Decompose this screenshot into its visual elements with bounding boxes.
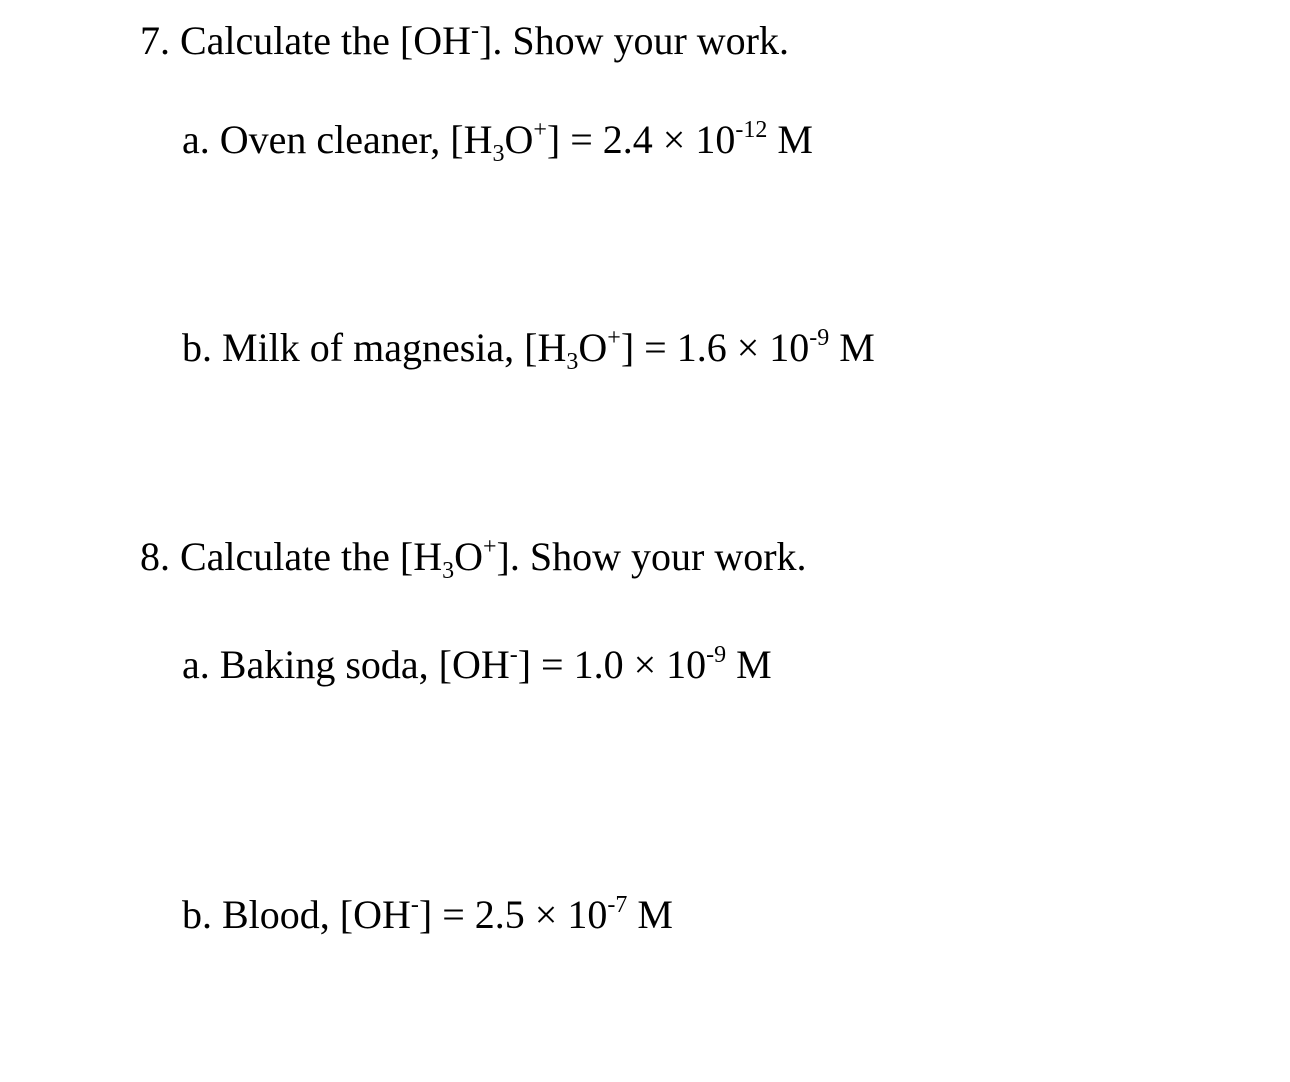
question-7a: a. Oven cleaner, $[H_3O^+] = 2.4 \times 10^{-12}$ M xyxy=(182,117,813,167)
part-letter: a. xyxy=(182,117,210,162)
question-8-heading: 8. Calculate the $[H_3O^+]$. Show your work. xyxy=(140,534,807,584)
question-8b: b. Blood, $[OH^-] = 2.5 \times 10^{-7}$ M xyxy=(182,892,673,937)
part-letter: b. xyxy=(182,892,212,937)
part-letter: b. xyxy=(182,325,212,370)
question-7b: b. Milk of magnesia, $[H_3O^+] = 1.6 \times 10^{-9}$ M xyxy=(182,325,875,375)
question-7-heading: 7. Calculate the [OH-]. Show your work. xyxy=(140,18,789,63)
part-letter: a. xyxy=(182,642,210,687)
question-8a: a. Baking soda, $[OH^-] = 1.0 \times 10^{-9}$ M xyxy=(182,642,772,687)
question-number: 8. xyxy=(140,534,170,579)
question-number: 7. xyxy=(140,18,170,63)
